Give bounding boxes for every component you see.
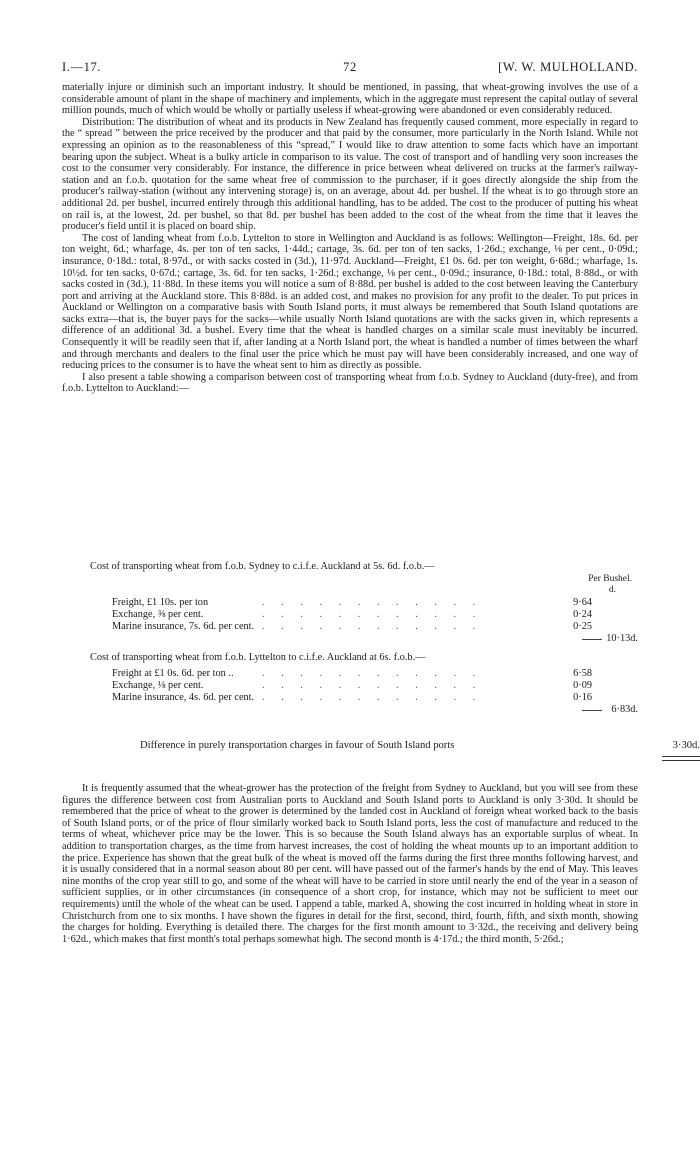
table-row xyxy=(62,680,638,692)
paragraph-holding-costs: It is frequently assumed that the wheat-grower has the protection of the freight from Sydney to Auckland, but you will see from these figures the difference between cost from Australian ports to Auckland and South Island ports to Auckland is only 3·30d. It should be remembered that the price of wheat to the grower is determined by the landed cost in Auckland of foreign wheat worked back to the basis of South Island ports, or of the price of flour similarly worked back to South Island ports, less the cost of manufacture and reduced to the terms of wheat, whichever price may be the lower. This is so because the South Island always has an exportable surplus of wheat. In addition to transportation charges, as the time from harvest increases, the cost of holding the wheat mounts up to an important addition to the price. Experience has shown that the great bulk of the wheat is moved off the farms during the first three months following harvest, and it is usually considered that in a normal season about 80 per cent. will have passed out of the farmer's hands by the end of May. This leaves nine months of the crop year still to go, and some of the wheat will have to be carried in store until nearly the end of the year in a season of sufficient supplies, or in other circumstances (in consequence of a short crop, for instance, which may not be sufficient to meet our requirements) until the whole of the wheat can be used. I append a table, marked A, showing the cost incurred in holding wheat in store in Christchurch from one to six months. I have shown the figures in detail for the first, second, third, fourth, fifth, and sixth month, showing the charges for holding. Everything is detailed there. The charges for the first month amount to 3·32d., the receiving and delivery being 1·62d., which makes that first month's total perhaps somewhat high. The second month is 4·17d.; the third month, 5·26d.; xyxy=(62,783,638,945)
table-row xyxy=(62,609,638,621)
row-value: 0·16 xyxy=(573,692,592,703)
total-value: 6·83d. xyxy=(611,704,638,715)
table-row xyxy=(62,621,638,633)
author-name: [W. W. MULHOLLAND. xyxy=(498,60,638,74)
row-label: Marine insurance, 4s. 6d. per cent. xyxy=(112,692,255,703)
unit-pence: d. xyxy=(608,585,616,595)
unit-header: Per Bushel. xyxy=(588,574,632,584)
difference-value: 3·30d. xyxy=(672,740,700,751)
page-number: 72 xyxy=(343,60,357,74)
leader-dots: . . . . . . . . . . . . xyxy=(262,597,483,608)
row-label: Freight at £1 0s. 6d. per ton .. xyxy=(112,668,234,679)
row-label: Marine insurance, 7s. 6d. per cent. xyxy=(112,621,255,632)
total-value: 10·13d. xyxy=(606,633,638,644)
total-rule xyxy=(582,639,602,640)
table-row xyxy=(62,668,638,680)
total-rule xyxy=(582,710,602,711)
row-value: 0·09 xyxy=(573,680,592,691)
paragraph-distribution: Distribution: The distribution of wheat and its products in New Zealand has frequently caused comment, more especially in regard to the “ spread ” between the price received by the producer and that paid by the consumer, more particularly in the North Island. While not expressing an opinion as to the reasonableness of this “spread,” I would like to draw attention to some facts which have an important bearing upon the subject. Wheat is a bulky article in comparison to its value. The cost of transport and of handling very soon increases the cost to the consumer very considerably. For instance, the difference in price between wheat delivered on trucks at the farmer's railway-station and an f.o.b. quotation for the same wheat free of commission to the purchaser, if it goes directly alongside the ship from the producer's railway-station (without any intervening storage) is, on an average, about 4d. per bushel. If the wheat is to go through store an additional 2d. per bushel, incurred entirely through this additional handling, has to be added. The cost to the producer of putting his wheat on rail is, at the lowest, 2d. per bushel, so that 8d. per bushel has been added to the cost of the wheat from the time that it leaves the producer's field until it is placed on board ship. xyxy=(62,116,638,233)
leader-dots: . . . . . . . . . . . . xyxy=(262,680,483,691)
difference-label: Difference in purely transportation charges in favour of South Island ports xyxy=(140,740,455,751)
comparison-table xyxy=(62,561,638,761)
double-underline xyxy=(662,756,700,761)
document-reference: I.—17. xyxy=(62,60,102,74)
body-text-bottom xyxy=(62,783,638,945)
row-label: Exchange, ⅜ per cent. xyxy=(112,609,204,620)
row-value: 6·58 xyxy=(573,668,592,679)
table-heading-lyttelton: Cost of transporting wheat from f.o.b. Lyttelton to c.i.f.e. Auckland at 6s. f.o.b.— xyxy=(90,652,426,663)
total-row-sydney xyxy=(62,633,638,646)
row-label: Exchange, ⅛ per cent. xyxy=(112,680,204,691)
total-row-lyttelton xyxy=(62,704,638,717)
table-row xyxy=(62,692,638,704)
table-heading-sydney: Cost of transporting wheat from f.o.b. Sydney to c.i.f.e. Auckland at 5s. 6d. f.o.b.— xyxy=(90,561,435,572)
row-value: 9·64 xyxy=(573,597,592,608)
page-header xyxy=(62,60,638,78)
leader-dots: . . . . . . . . . . . . xyxy=(262,692,483,703)
paragraph: materially injure or diminish such an important industry. It should be mentioned, in passing, that wheat-growing involves the use of a considerable amount of plant in the shape of machinery and implements, which in the aggregate must represent the capital outlay of several million pounds, much of which would be wholly or partially useless if wheat-growing were abandoned or even considerably reduced. xyxy=(62,82,638,117)
body-text-top xyxy=(62,82,638,395)
row-value: 0·25 xyxy=(573,621,592,632)
row-label: Freight, £1 10s. per ton xyxy=(112,597,209,608)
difference-row xyxy=(140,740,700,751)
paragraph-landing-costs: The cost of landing wheat from f.o.b. Lyttelton to store in Wellington and Auckland is as follows: Wellington—Freight, 18s. 6d. per ton weight, 6d.; wharfage, 4s. per ton of ten sacks, 1·44d.; cartage, 3s. 6d. per ton of ten sacks, 1·26d.; exchange, ⅛ per cent., 0·09d.; insurance, 0·18d.: total, 8·97d., or with sacks costed in (3d.), 11·97d. Auckland—Freight, £1 0s. 6d. per ton weight, 6·68d.; wharfage, 1s. 10½d. for ten sacks, 0·67d.; cartage, 3s. 6d. for ten sacks, 1·26d.; exchange, ⅛ per cent., 0·09d.; insurance, 0·18d.: total, 8·88d., or with sacks costed in (3d.), 11·88d. In these items you will notice a sum of 8·88d. per bushel is added to the cost between leaving the Canterbury port and arriving at the Auckland store. This 8·88d. is an added cost, and makes no provision for any profit to the dealer. To put prices in Auckland or Wellington on a comparative basis with South Island ports, it must always be remembered that South Island quotations are sacks extra—that is, the buyer pays for the sacks—while usually North Island quotations are with the sacks given in, which represents a difference of an additional 3d. a bushel. Every time that the wheat is handled charges on a similar scale must inevitably be incurred. Consequently it will be readily seen that if, after landing at a North Island port, the wheat is handled a number of times between the wharf and through merchants and dealers to the final user the price which he must pay will have been considerably increased, and one way of reducing prices to the consumer is to have the wheat sent to him as directly as possible. xyxy=(62,232,638,372)
leader-dots: . . . . . . . . . . . . xyxy=(262,668,483,679)
table-row xyxy=(62,597,638,609)
row-value: 0·24 xyxy=(573,609,592,620)
leader-dots: . . . . . . . . . . . . xyxy=(262,609,483,620)
leader-dots: . . . . . . . . . . . . xyxy=(262,621,483,632)
paragraph-table-intro: I also present a table showing a comparison between cost of transporting wheat from f.o.b. Sydney to Auckland (duty-free), and from f.o.b. Lyttelton to Auckland:— xyxy=(62,371,638,395)
